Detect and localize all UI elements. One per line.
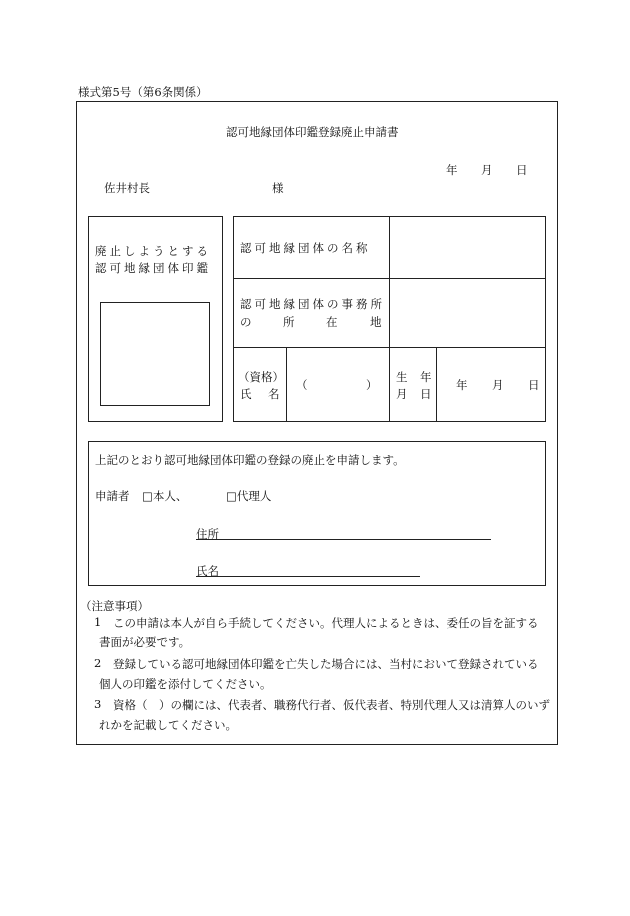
org-name-field[interactable] (392, 219, 542, 276)
table-col-divider (286, 347, 287, 421)
seal-label-line2: 認可地縁団体印鑑 (95, 261, 211, 275)
date-year-label: 年 (446, 163, 458, 177)
office-address-field[interactable] (392, 281, 542, 345)
form-title: 認可地縁団体印鑑登録廃止申請書 (226, 125, 399, 139)
qualification-name-field[interactable] (289, 350, 387, 418)
name-label-shi: 氏 (240, 387, 252, 401)
qualification-label: （資格） (238, 370, 284, 384)
applicant-address-line[interactable] (196, 539, 491, 540)
note-text-line2: 書面が必要です。 (99, 635, 191, 649)
office-label-zai: 在 (326, 315, 338, 329)
note-text-line1: 資格（ ）の欄には、代表者、職務代行者、仮代表者、特別代理人又は清算人のいず (113, 698, 550, 712)
application-statement: 上記のとおり認可地縁団体印鑑の登録の廃止を申請します。 (95, 453, 405, 467)
addressee-name: 佐井村長 (104, 181, 150, 195)
note-text-line2: 個人の印鑑を添付してください。 (99, 677, 272, 691)
addressee-honorific: 様 (272, 181, 284, 195)
applicant-address-label: 住所 (196, 527, 219, 541)
applicant-label: 申請者 (95, 489, 130, 503)
birth-label-nen: 年 (420, 370, 432, 384)
org-name-label: 認可地縁団体の名称 (240, 241, 371, 255)
birth-label-sei: 生 (396, 370, 408, 384)
note-number: 3 (94, 697, 102, 711)
date-day-label: 日 (516, 163, 528, 177)
office-label-line1: 認可地縁団体の事務所 (240, 297, 385, 311)
form-label: 様式第5号（第6条関係） (78, 85, 208, 99)
note-number: 1 (94, 615, 102, 629)
office-label-sho: 所 (283, 315, 295, 329)
option-agent-checkbox[interactable]: □代理人 (226, 489, 272, 503)
seal-impression-box[interactable] (100, 302, 210, 406)
name-label-mei: 名 (268, 387, 280, 401)
note-number: 2 (94, 656, 102, 670)
option-self-checkbox[interactable]: □本人、 (142, 489, 188, 503)
office-label-chi: 地 (370, 315, 382, 329)
qualification-paren-open: （ (296, 378, 308, 392)
birth-label-hi: 日 (420, 387, 432, 401)
birth-date-day: 日 (528, 378, 540, 392)
seal-label-line1: 廃止しようとする (95, 244, 211, 258)
birth-date-year: 年 (456, 378, 468, 392)
birth-date-month: 月 (492, 378, 504, 392)
table-col-divider (436, 347, 437, 421)
note-text-line2: れかを記載してください。 (99, 718, 237, 732)
table-col-divider (389, 216, 390, 421)
office-label-no: の (240, 315, 252, 329)
note-text-line1: この申請は本人が自ら手続してください。代理人によるときは、委任の旨を証する (113, 616, 539, 630)
note-text-line1: 登録している認可地縁団体印鑑を亡失した場合には、当村において登録されている (113, 657, 539, 671)
applicant-name-line[interactable] (196, 576, 420, 577)
notes-heading: （注意事項） (80, 599, 149, 613)
date-month-label: 月 (481, 163, 493, 177)
qualification-paren-close: ） (366, 378, 378, 392)
applicant-name-label: 氏名 (196, 564, 219, 578)
birth-label-gatsu: 月 (396, 387, 408, 401)
